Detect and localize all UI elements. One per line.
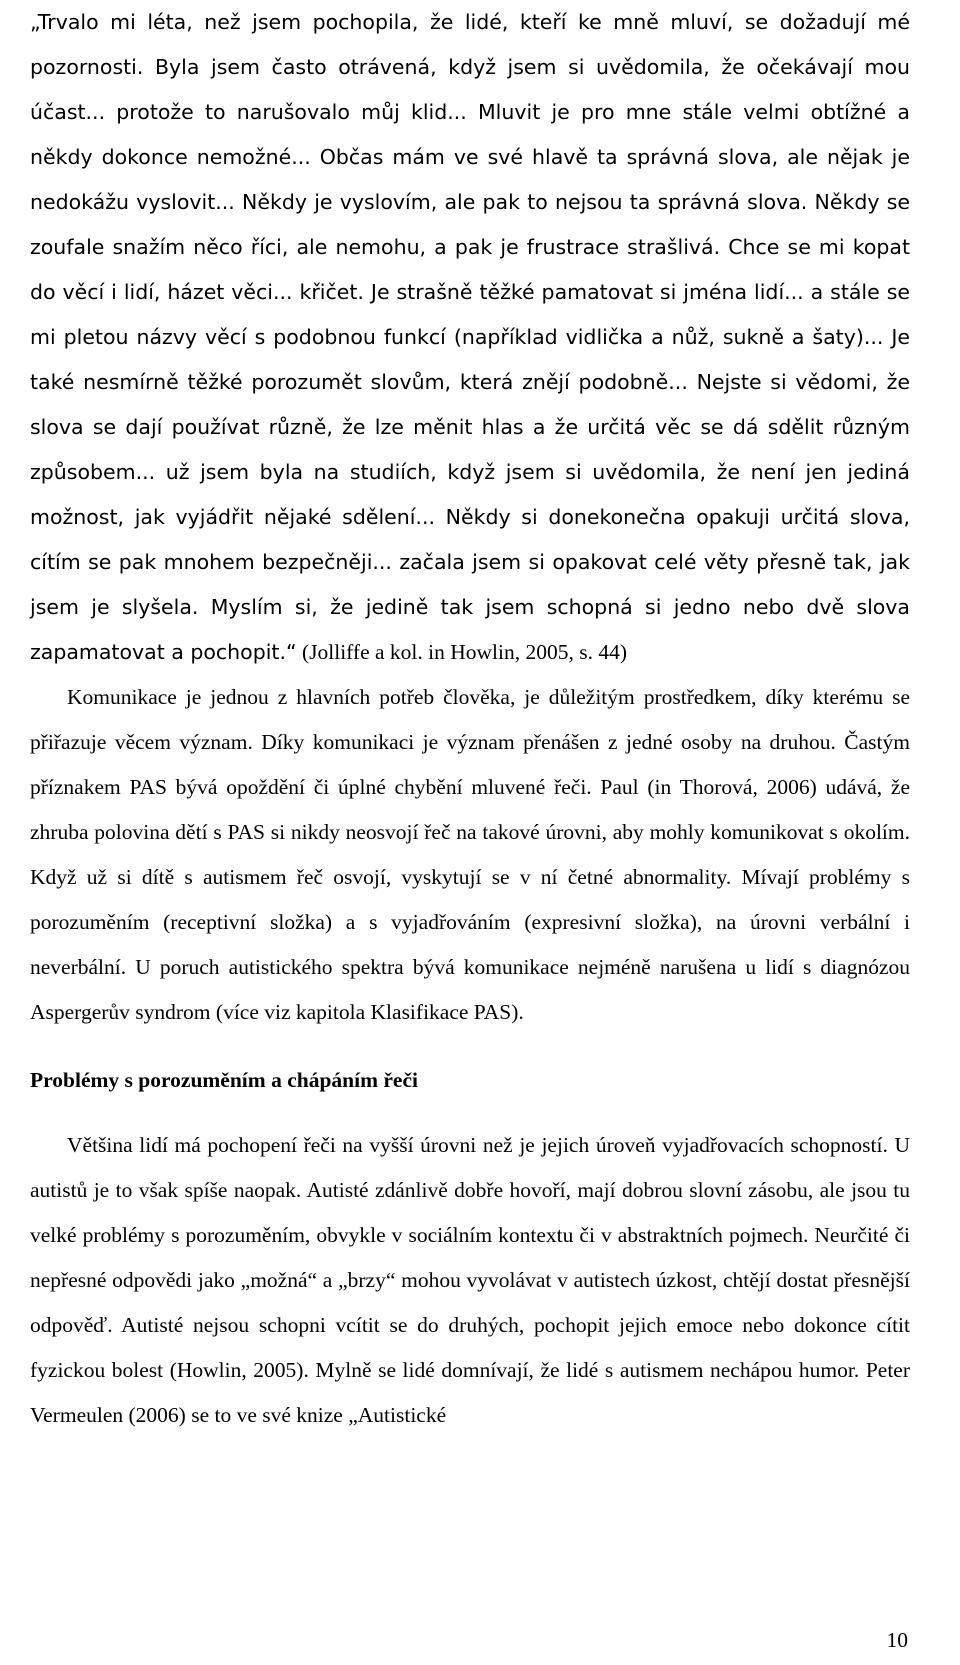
spacer: [30, 1035, 910, 1058]
quote-text: „Trvalo mi léta, než jsem pochopila, že lidé, kteří ke mně mluví, se dožadují mé pozornosti. Byla jsem často otrávená, když jsem si uvědomila, že očekávají mou účast... protože to narušovalo můj klid... Mluvit je pro mne stále velmi obtížné a někdy dokonce nemožné... Občas mám ve své hlavě ta správná slova, ale nějak je nedokážu vyslovit... Někdy je vyslovím, ale pak to nejsou ta správná slova. Někdy se zoufale snažím něco říci, ale nemohu, a pak je frustrace strašlivá. Chce se mi kopat do věcí i lidí, házet věci... křičet. Je strašně těžké pamatovat si jména lidí... a stále se mi pletou názvy věcí s podobnou funkcí (například vidlička a nůž, sukně a šaty)... Je také nesmírně těžké porozumět slovům, která znějí podobně... Nejste si vědomi, že slova se dají používat různě, že lze měnit hlas a že určitá věc se dá sdělit různým způsobem... už jsem byla na studiích, když jsem si uvědomila, že není jen jediná možnost, jak vyjádřit nějaké sdělení... Někdy si donekonečna opakuji určitá slova, cítím se pak mnohem bezpečněji... začala jsem si opakovat celé věty přesně tak, jak jsem je slyšela. Myslím si, že jedině tak jsem schopná si jedno nebo dvě slova zapamatovat a pochopit.“: [30, 10, 910, 664]
body-paragraph-communication: Komunikace je jednou z hlavních potřeb člověka, je důležitým prostředkem, díky kterému se přiřazuje věcem význam. Díky komunikaci je význam přenášen z jedné osoby na druhou. Častým příznakem PAS bývá opoždění či úplné chybění mluvené řeči. Paul (in Thorová, 2006) udává, že zhruba polovina dětí s PAS si nikdy neosvojí řeč na takové úrovni, aby mohly komunikovat s okolím. Když už si dítě s autismem řeč osvojí, vyskytují se v ní četné abnormality. Mívají problémy s porozuměním (receptivní složka) a s vyjadřováním (expresivní složka), na úrovni verbální i neverbální. U poruch autistického spektra bývá komunikace nejméně narušena u lidí s diagnózou Aspergerův syndrom (více viz kapitola Klasifikace PAS).: [30, 685, 910, 1024]
section-heading: Problémy s porozuměním a chápáním řeči: [30, 1068, 418, 1092]
quote-citation: (Jolliffe a kol. in Howlin, 2005, s. 44): [296, 640, 628, 664]
quote-paragraph: [30, 0, 910, 675]
body-paragraph-comprehension: Většina lidí má pochopení řeči na vyšší úrovni než je jejich úroveň vyjadřovacích schopností. U autistů je to však spíše naopak. Autisté zdánlivě dobře hovoří, mají dobrou slovní zásobu, ale jsou tu velké problémy s porozuměním, obvykle v sociálním kontextu či v abstraktních pojmech. Neurčité či nepřesné odpovědi jako „možná“ a „brzy“ mohou vyvolávat v autistech úzkost, chtějí dostat přesnější odpověď. Autisté nejsou schopni vcítit se do druhých, pochopit jejich emoce nebo dokonce cítit fyzickou bolest (Howlin, 2005). Mylně se lidé domnívají, že lidé s autismem nechápou humor. Peter Vermeulen (2006) se to ve své knize „Autistické: [30, 1133, 910, 1427]
text-column: [30, 0, 910, 1438]
spacer: [30, 1103, 910, 1123]
page-number: 10: [886, 1628, 908, 1652]
